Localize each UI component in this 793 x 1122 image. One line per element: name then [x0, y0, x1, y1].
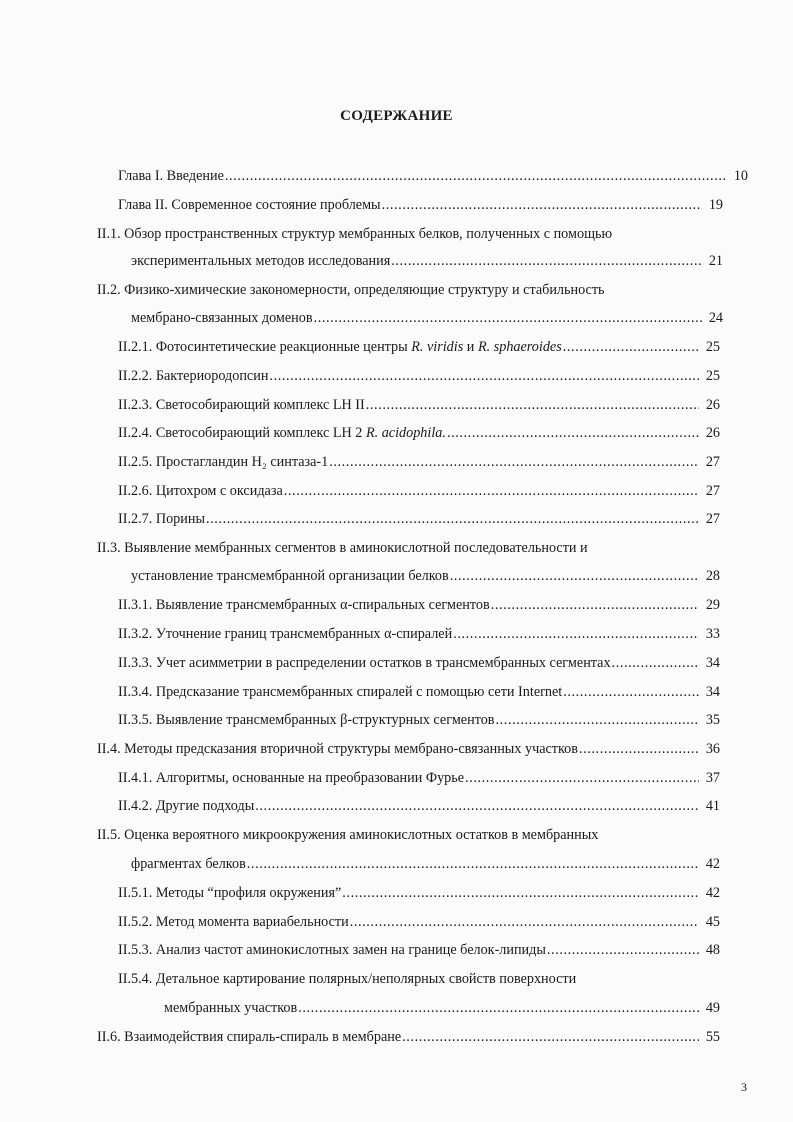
- toc-entry: II.5.3. Анализ частот аминокислотных замен на границе белок-липиды ..... 48: [118, 940, 720, 960]
- toc-entry: фрагментах белков ..... 42: [131, 854, 720, 874]
- toc-entry: II.4.1. Алгоритмы, основанные на преобразовании Фурье ..... 37: [118, 768, 720, 788]
- toc-entry: II.2. Физико-химические закономерности, определяющие структуру и стабильность: [97, 282, 605, 298]
- page-title: СОДЕРЖАНИЕ: [340, 108, 453, 124]
- toc-entry: II.4.2. Другие подходы ..... 41: [118, 796, 720, 816]
- toc-entry: Глава II. Современное состояние проблемы ..... 19: [118, 195, 723, 215]
- toc-entry: II.3. Выявление мембранных сегментов в аминокислотной последовательности и: [97, 540, 588, 556]
- toc-entry: мембранных участков ..... 49: [164, 998, 720, 1018]
- toc-entry: II.2.3. Светособирающий комплекс LH II ..... 26: [118, 395, 720, 415]
- toc-entry: II.2.1. Фотосинтетические реакционные центры R. viridis и R. sphaeroides ..... 25: [118, 337, 720, 357]
- toc-entry: II.3.5. Выявление трансмембранных β-структурных сегментов ..... 35: [118, 710, 720, 730]
- toc-entry: мембрано-связанных доменов ..... 24: [131, 308, 723, 328]
- toc-entry: II.3.3. Учет асимметрии в распределении остатков в трансмембранных сегментах ..... 34: [118, 653, 720, 673]
- toc-entry: II.6. Взаимодействия спираль-спираль в мембране ..... 55: [97, 1027, 720, 1047]
- toc-entry: II.2.5. Простагландин H₂ синтаза-1 ..... 27: [118, 452, 720, 472]
- toc-entry: установление трансмембранной организации белков ..... 28: [131, 566, 720, 586]
- toc-entry: II.5.2. Метод момента вариабельности ..... 45: [118, 912, 720, 932]
- toc-entry: II.3.2. Уточнение границ трансмембранных α-спиралей ..... 33: [118, 624, 720, 644]
- toc-entry: II.2.6. Цитохром с оксидаза ..... 27: [118, 481, 720, 501]
- toc-entry: II.2.7. Порины ..... 27: [118, 509, 720, 529]
- toc-entry: II.4. Методы предсказания вторичной структуры мембрано-связанных участков ..... 36: [97, 739, 720, 759]
- toc-entry: II.3.4. Предсказание трансмембранных спиралей с помощью сети Internet ..... 34: [118, 682, 720, 702]
- toc-entry: II.3.1. Выявление трансмембранных α-спиральных сегментов ..... 29: [118, 595, 720, 615]
- toc-entry: II.5. Оценка вероятного микроокружения аминокислотных остатков в мембранных: [97, 827, 599, 843]
- toc-entry: Глава I. Введение ..... 10: [118, 166, 748, 186]
- toc-entry: II.5.1. Методы “профиля окружения” ..... 42: [118, 883, 720, 903]
- toc-entry: II.2.4. Светособирающий комплекс LH 2 R. acidophila. ..... 26: [118, 423, 720, 443]
- toc-entry: II.2.2. Бактериородопсин ..... 25: [118, 366, 720, 386]
- toc-entry: II.1. Обзор пространственных структур мембранных белков, полученных с помощью: [97, 226, 613, 242]
- toc-entry: экспериментальных методов исследования ..... 21: [131, 251, 723, 271]
- page-number: 3: [741, 1080, 747, 1094]
- toc-entry: II.5.4. Детальное картирование полярных/неполярных свойств поверхности: [118, 971, 577, 987]
